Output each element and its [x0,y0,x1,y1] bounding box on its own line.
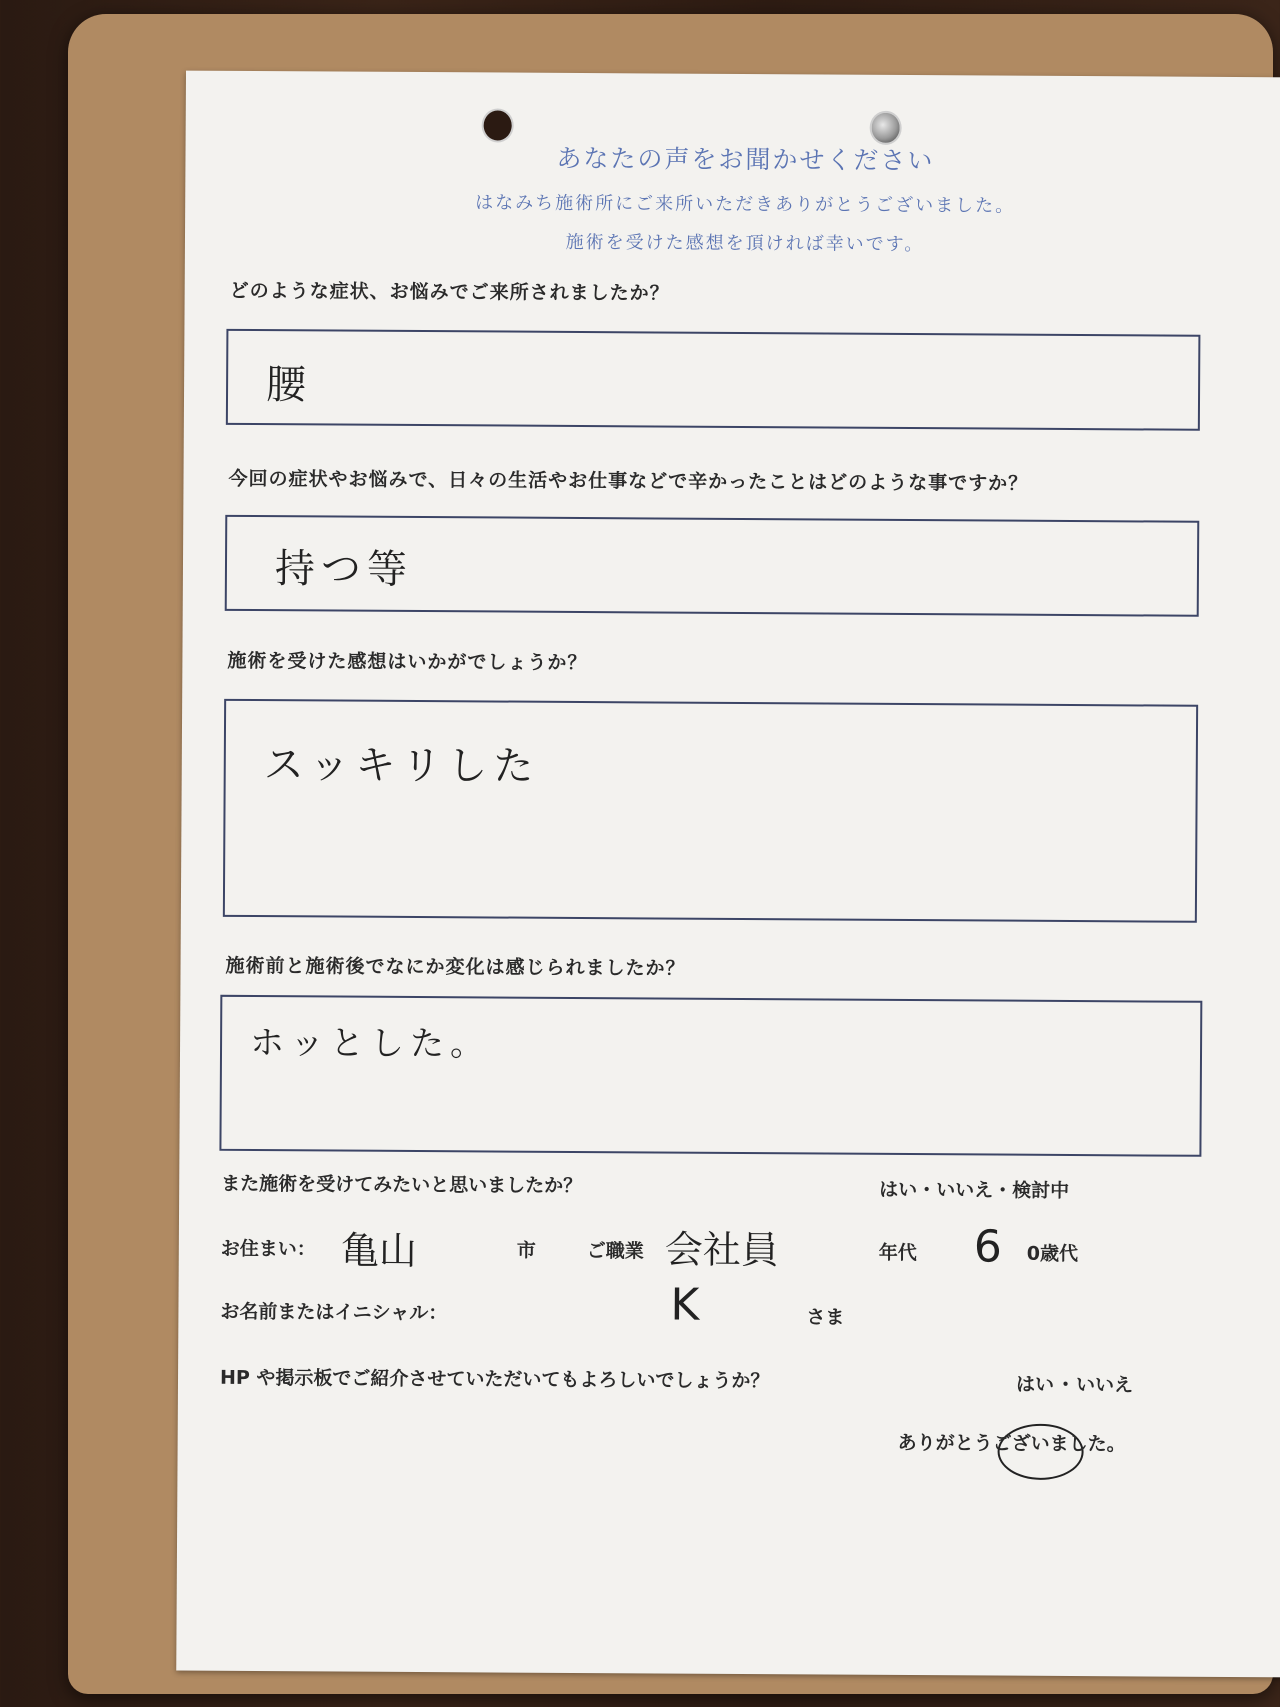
answer-box-3[interactable] [223,699,1198,923]
name-value: K [670,1279,700,1331]
consent-question: HP や掲示板でご紹介させていただいてもよろしいでしょうか？ [219,1366,770,1393]
consent-no[interactable]: いいえ [1075,1374,1134,1397]
age-value: 6 [973,1221,1002,1273]
consent-yes[interactable]: はい [1015,1373,1055,1396]
residence-label: お住まい： [220,1237,316,1261]
name-suffix: さま [806,1306,845,1329]
thanks-text: ありがとうございました。 [897,1431,1126,1456]
residence-value: 亀山 [340,1228,417,1274]
job-label: ご職業 [586,1240,644,1263]
question-1: どのような症状、お悩みでご来所されましたか？ [229,279,670,305]
name-label: お名前またはイニシャル： [220,1300,448,1325]
survey-sheet [176,71,1280,1678]
age-suffix: 0歳代 [1026,1242,1079,1266]
age-label: 年代 [878,1241,917,1265]
consent-separator: ・ [1055,1373,1076,1397]
job-value: 会社員 [664,1227,779,1273]
header-line-1: はなみち施術所にご来所いただきありがとうございました。 [475,192,1016,217]
survey-title: あなたの声をお聞かせください [556,143,935,176]
answer-box-4[interactable] [219,995,1202,1157]
answer-1-handwriting: 腰 [265,362,313,409]
again-question: また施術を受けてみたいと思いましたか？ [221,1172,583,1198]
answer-2-handwriting: 持つ等 [274,546,414,593]
answer-box-2[interactable] [225,515,1200,617]
answer-4-handwriting: ホッとした。 [249,1022,491,1065]
header-line-2: 施術を受けた感想を頂ければ幸いです。 [565,231,925,256]
question-4: 施術前と施術後でなにか変化は感じられましたか？ [225,954,686,980]
city-suffix: 市 [516,1239,536,1262]
question-2: 今回の症状やお悩みで、日々の生活やお仕事などで辛かったことはどのような事ですか？ [228,467,1029,495]
answer-box-1[interactable] [226,329,1201,431]
answer-3-handwriting: スッキリした [263,742,540,790]
again-options[interactable]: はい・いいえ・検討中 [879,1178,1070,1202]
question-3: 施術を受けた感想はいかがでしょうか？ [227,649,588,675]
clipboard [68,14,1273,1694]
